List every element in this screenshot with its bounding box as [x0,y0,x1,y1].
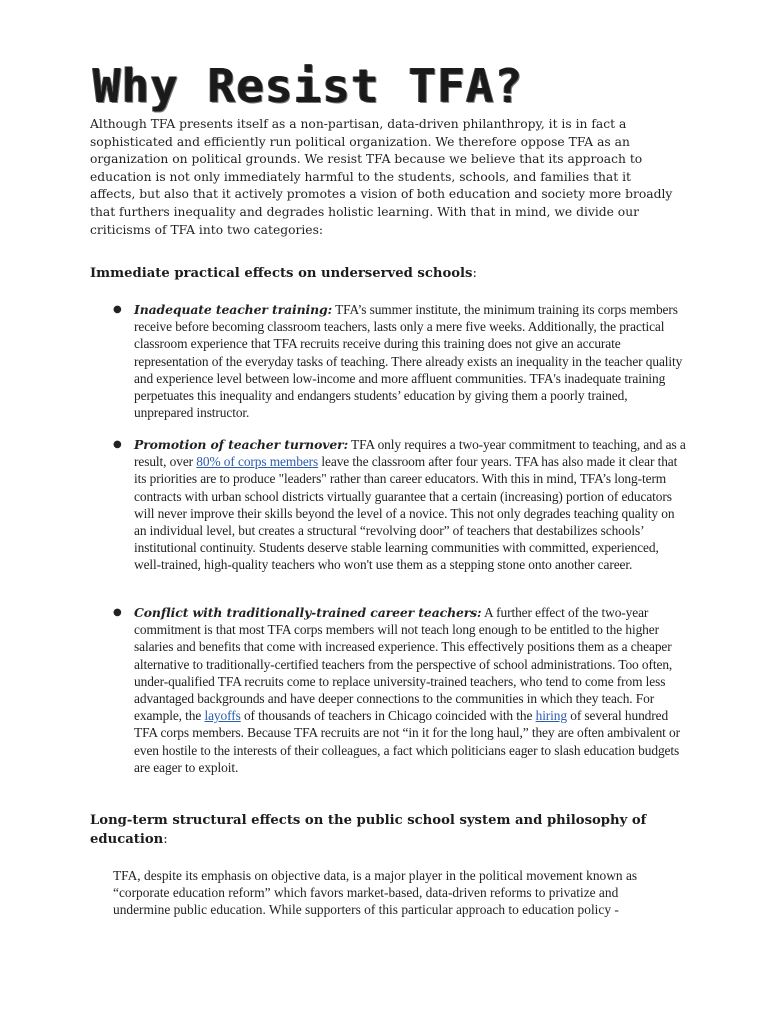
section-heading-colon: : [472,266,477,281]
intro-paragraph: Although TFA presents itself as a non-partisan, data-driven philanthropy, it is in fact a sophisticated and efficiently run political organization. We therefore oppose TFA as an organization on political grounds. We resist TFA because we believe that its approach to education is not only immediately harmful to the students, schools, and families that it affects, but also that it actively promotes a vision of both education and society more broadly that furthers inequality and degrades holistic learning. With that in mind, we divide our criticisms of TFA into two categories: [90,117,673,237]
bullet-text: of several hundred TFA corps members. Because TFA recruits are not “in it for the long haul,” they are often ambivalent or even hostile to the interests of their colleagues, a fact which politicians eager to slash education budgets are eager to exploit. [134,708,680,775]
section-heading-text: Immediate practical effects on underserved schools [90,266,473,281]
long-term-paragraph: TFA, despite its emphasis on objective data, is a major player in the political movement known as “corporate education reform” which favors market-based, data-driven reforms to privatize and undermine public education. While supporters of this particular approach to education policy - [113,868,638,918]
bullet-dot-icon: ● [113,607,122,618]
bullet-text: of thousands of teachers in Chicago coincided with the [240,708,536,724]
section-heading-colon: : [163,832,168,847]
bullet-text: A further effect of the two-year commitment is that most TFA corps members will not teach long enough to be entitled to the higher salaries and benefits that come with increased experience. This effectively positions them as a cheaper alternative to traditionally-certified teachers from the perspective of school administrations. Too often, under-qualified TFA recruits come to replace university-trained teachers, who tend to come from less advantaged backgrounds and have deeper connections to the communities in which they teach. For example, the [134,605,673,724]
bullet-lead: Promotion of teacher turnover: [134,437,349,452]
link-80-percent-corps-members[interactable]: 80% of corps members [196,454,319,470]
bullet-career-teachers-conflict [113,604,686,776]
section-heading-long-term-effects [90,811,650,849]
bullet-teacher-turnover [113,436,686,574]
section-heading-text: Long-term structural effects on the public school system and philosophy of education [90,813,647,847]
bullet-lead: Inadequate teacher training: [134,302,333,317]
bullet-text: leave the classroom after four years. TFA has also made it clear that its priorities are to produce "leaders" rather than career educators. With this in mind, TFA’s long-term contracts with urban school districts virtually guarantee that a certain (increasing) portion of educators will never improve their skills beyond the level of a novice. This not only degrades teaching quality on an individual level, but creates a structural “revolving door” of teachers that destabilizes schools’ institutional continuity. Students deserve stable learning communities with committed, experienced, well-trained, high-quality teachers who won't use them as a stepping stone onto another career. [134,454,678,573]
page-title: Why Resist TFA? [93,59,524,113]
bullet-lead: Conflict with traditionally-trained career teachers: [134,605,482,620]
bullet-text: TFA only requires a two-year commitment to teaching, and as a result, over [134,437,686,470]
bullet-dot-icon: ● [113,304,122,315]
section-heading-immediate-effects [90,264,690,283]
bullet-text: TFA’s summer institute, the minimum training its corps members receive before becoming classroom teachers, lasts only a mere five weeks. Additionally, the practical classroom experience that TFA recruits receive during this training does not give an accurate representation of the everyday tasks of teaching. There already exists an inequality in the teacher quality and experience level between low-income and more affluent communities. TFA's inadequate training perpetuates this inequality and endangers students’ education by giving them a poorly trained, unprepared instructor. [134,302,683,421]
bullet-dot-icon: ● [113,439,122,450]
bullet-inadequate-training [113,301,686,421]
link-hiring[interactable]: hiring [535,708,567,724]
link-layoffs[interactable]: layoffs [204,708,241,724]
